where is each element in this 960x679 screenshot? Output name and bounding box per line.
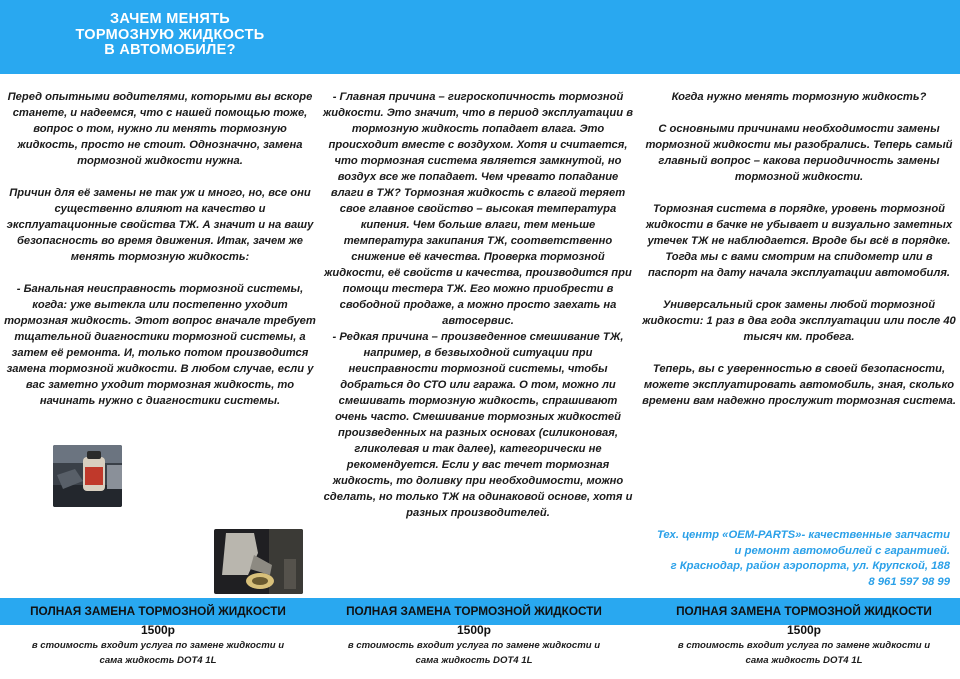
when-paragraph-4: Теперь, вы с уверенностью в своей безопасности, можете эксплуатировать автомобиль, зная, сколько времени вам надежно прослужит тормозная система. <box>642 363 956 407</box>
offer-card <box>0 598 316 668</box>
reasons-paragraph: Причин для её замены не так уж и много, но, все они существенно влияют на качество и эксплуатационные свойства ТЖ. А значит и на вашу безопасность во время движения. Итак, зачем же менять тормозную жидкость: <box>6 187 314 263</box>
contact-block <box>650 528 950 590</box>
when-paragraph-2: Тормозная система в порядке, уровень тормозной жидкости в бачке не убывает и визуально заметных утечек ТЖ не наблюдается. Вроде бы всё в порядке. Тогда мы с вами смотрим на спидометр или в паспорт на дату начала эксплуатации автомобиля. <box>645 203 953 279</box>
contact-services: и ремонт автомобилей с гарантией. <box>734 544 950 557</box>
contact-phone: 8 961 597 98 99 <box>868 575 950 588</box>
when-paragraph-1: С основными причинами необходимости замены тормозной жидкости мы разобрались. Теперь самый главный вопрос – какова периодичность замены тормозной жидкости. <box>645 123 953 183</box>
offer-card <box>648 598 960 668</box>
when-heading: Когда нужно менять тормозную жидкость? <box>671 91 927 103</box>
offer-desc-line-2: сама жидкость DOT4 1L <box>99 654 217 666</box>
brake-fluid-reservoir-photo <box>53 445 122 507</box>
header-banner <box>0 0 960 74</box>
offer-desc-line-2: сама жидкость DOT4 1L <box>745 654 863 666</box>
offer-description <box>316 639 632 668</box>
title-line-1: ЗАЧЕМ МЕНЯТЬ <box>110 11 230 27</box>
brake-fluid-bottle-photo <box>214 529 303 594</box>
contact-company: Тех. центр «OEM-PARTS»- качественные запчасти <box>656 529 950 541</box>
reason-malfunction-paragraph: - Банальная неисправность тормозной системы, когда: уже вытекла или постепенно уходит тормозная жидкость. Этот вопрос вначале требует тщательной диагностики тормозной системы, а затем её ремонта. И, только потом производится замена тормозной жидкости. В любом случае, если у вас заметно уходит тормозная жидкость, то начинать нужно с диагностики системы. <box>4 283 316 407</box>
offer-desc-line-1: в стоимость входит услуга по замене жидкости и <box>31 640 285 651</box>
offer-price: 1500р <box>786 623 822 637</box>
offer-price: 1500р <box>140 623 176 637</box>
when-paragraph-3: Универсальный срок замены любой тормозной жидкости: 1 раз в два года эксплуатации или после 40 тысяч км. пробега. <box>642 299 956 343</box>
offer-description <box>0 639 316 668</box>
offer-card <box>316 598 632 668</box>
column-intro <box>2 89 318 409</box>
offer-title: ПОЛНАЯ ЗАМЕНА ТОРМОЗНОЙ ЖИДКОСТИ <box>676 604 932 618</box>
offer-price: 1500р <box>456 623 492 637</box>
column-reasons <box>321 89 635 521</box>
offer-description <box>648 639 960 668</box>
offer-title: ПОЛНАЯ ЗАМЕНА ТОРМОЗНОЙ ЖИДКОСТИ <box>346 604 602 618</box>
title-line-2: ТОРМОЗНУЮ ЖИДКОСТЬ <box>75 26 265 43</box>
reason-hygroscopic-paragraph: - Главная причина – гигроскопичность тормозной жидкости. Это значит, что в период эксплуатации в тормозную жидкость попадает влага. Это происходит вместе с воздухом. Хотя и считается, что тормозная система является замкнутой, но воздух все же попадает. Чем чревато попадание влаги в ТЖ? Тормозная жидкость с влагой теряет свое главное свойство – высокая температура кипения. Чем больше влаги, тем меньше температура закипания ТЖ, соответственно снижение её качества. Проверка тормозной жидкости, её свойств и качества, производится при помощи тестера ТЖ. Его можно приобрести в свободной продаже, а можно просто заехать на автосервис. <box>323 91 633 327</box>
title-line-3: В АВТОМОБИЛЕ? <box>104 42 236 58</box>
offer-desc-line-1: в стоимость входит услуга по замене жидкости и <box>677 640 931 651</box>
offer-desc-line-2: сама жидкость DOT4 1L <box>415 654 533 666</box>
reason-mixing-paragraph: - Редкая причина – произведенное смешивание ТЖ, например, в безвыходной ситуации при неисправности тормозной системы, чтобы добраться до СТО или гаража. О том, можно ли смешивать тормозную жидкость, спрашивают очень часто. Смешивание тормозных жидкостей произведенных на разных основах (силиконовая, гликолевая и так далее), категорически не рекомендуется. Если у вас течет тормозная жидкость, то доливку при необходимости, можно сделать, но только ТЖ на одинаковой основе, хотя и разных производителей. <box>323 331 633 519</box>
page-title <box>40 12 300 59</box>
offer-desc-line-1: в стоимость входит услуга по замене жидкости и <box>347 640 601 651</box>
contact-address: г Краснодар, район аэропорта, ул. Крупской, 188 <box>670 560 950 572</box>
offer-title: ПОЛНАЯ ЗАМЕНА ТОРМОЗНОЙ ЖИДКОСТИ <box>30 604 286 618</box>
column-when <box>640 89 958 409</box>
intro-paragraph: Перед опытными водителями, которыми вы вскоре станете, и надеемся, что с нашей помощью тоже, вопрос о том, нужно ли менять тормозную жидкость, просто не стоит. Однозначно, замена тормозной жидкости нужна. <box>7 91 313 167</box>
